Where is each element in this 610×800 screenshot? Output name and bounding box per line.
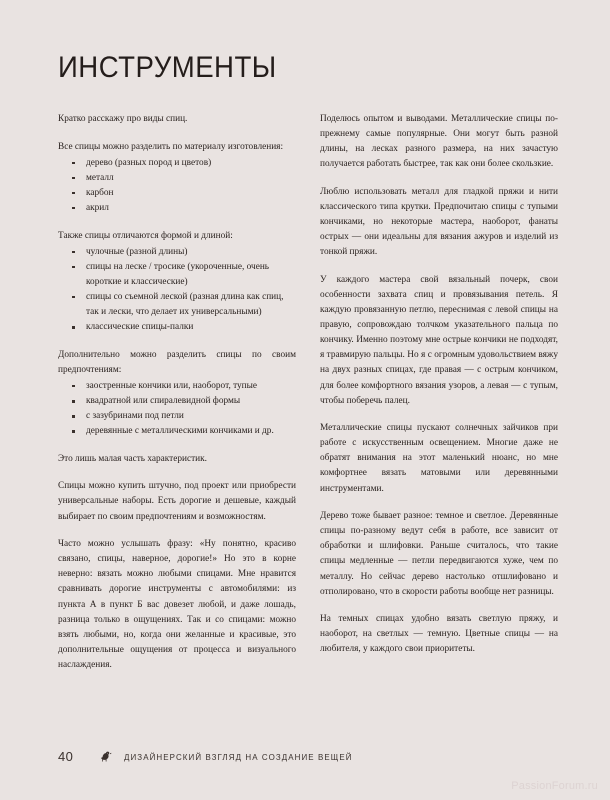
- list-item: дерево (разных пород и цветов): [58, 156, 296, 171]
- list-item: классические спицы-палки: [58, 320, 296, 335]
- list-item: чулочные (разной длины): [58, 245, 296, 260]
- paragraph-intro: Кратко расскажу про виды спиц.: [58, 114, 188, 124]
- list-item: металл: [58, 171, 296, 186]
- paragraph-metal-popular: Поделюсь опытом и выводами. Металлические спицы по-прежнему самые популярные. Они могут быть разной длины, на лесках разного размера, на них зачастую получается работать быстрее, так как они более скользкие.: [320, 114, 558, 170]
- list-shapes: [58, 245, 296, 336]
- right-column: [320, 112, 558, 702]
- page-footer: [58, 749, 365, 764]
- paragraph-metal-use: Люблю использовать металл для гладкой пряжи и нити классического типа крутки. Предпочитаю спицы с тупыми кончиками, но некоторые мастера, наоборот, фанаты острых — они идеальны для вязания ажуров и изделий из тонкой пряжи.: [320, 186, 558, 258]
- list-item: карбон: [58, 186, 296, 201]
- footer-book-title: ДИЗАЙНЕРСКИЙ ВЗГЛЯД НА СОЗДАНИЕ ВЕЩЕЙ: [124, 751, 353, 762]
- paragraph-lead-material: Все спицы можно разделить по материалу изготовления:: [58, 141, 284, 152]
- list-preferences: [58, 379, 296, 439]
- paragraph-buy: Спицы можно купить штучно, под проект или приобрести универсальные наборы. Есть дорогие и дешевые, каждый выбирает по своим предпочтениям и возможностям.: [58, 481, 296, 522]
- paragraph-wood: Дерево тоже бывает разное: темное и светлое. Деревянные спицы по-разному ведут себя в работе, все зависит от обработки и шлифовки. Раньше считалось, что такие спицы медленные — петли передвигаются хуже, чем по металлу. Но сейчас дерево настолько отшлифовано и отполировано, что в скорости работы вообще нет разницы.: [320, 511, 558, 597]
- list-item: заостренные кончики или, наоборот, тупые: [58, 379, 296, 394]
- paragraph-lead-shape: Также спицы отличаются формой и длиной:: [58, 230, 233, 241]
- paragraph-phrase: Часто можно услышать фразу: «Ну понятно, красиво связано, спицы, наверное, дорогие!» Но это в корне неверно: вязать можно любыми спицами. Мне нравится сравнивать дорогие инструменты с автомобилями: из пункта А в пункт Б вас довезет любой, и даже лошадь, разница только в ощущениях. Так и со спицами: можно взять любыми, но, когда они желанные и красивые, это дополнительные ощущения от процесса и визуального наслаждения.: [58, 539, 296, 670]
- list-item: квадратной или спиралевидной формы: [58, 394, 296, 409]
- list-item: спицы на леске / тросике (укороченные, очень короткие и классические): [58, 260, 296, 290]
- left-column: [58, 112, 296, 702]
- title-block: [58, 52, 558, 84]
- bird-icon: [94, 750, 116, 763]
- list-item: деревянные с металлическими кончиками и др.: [58, 424, 296, 439]
- paragraph-note: Это лишь малая часть характеристик.: [58, 453, 207, 464]
- list-materials: [58, 156, 296, 216]
- list-item: с зазубринами под петли: [58, 409, 296, 424]
- list-item: акрил: [58, 201, 296, 216]
- paragraph-style: У каждого мастера свой вязальный почерк, свои особенности захвата спиц и провязывания петель. Я каждую провязанную петлю, переснимая с левой спицы на правую, сопровождаю толчком указательного пальца по кончику. Именно поэтому мне острые кончики не подходят, я травмирую пальцы. Но я с огромным удовольствием вяжу на двух разных спицах, где правая — с острым кончиком, для более комфортного вязания узоров, а левая — с тупым, чтобы поберечь палец.: [320, 274, 558, 406]
- list-item: спицы со съемной леской (разная длина как спиц, так и лески, что делает их универсальными): [58, 290, 296, 320]
- page-title: ИНСТРУМЕНТЫ: [58, 51, 277, 84]
- paragraph-lead-preferences: Дополнительно можно разделить спицы по своим предпочтениям:: [58, 349, 296, 375]
- paragraph-contrast: На темных спицах удобно вязать светлую пряжу, и наоборот, на светлых — темную. Цветные спицы — на любителя, у каждого свои приоритеты.: [320, 614, 558, 655]
- paragraph-glare: Металлические спицы пускают солнечных зайчиков при работе с искусственным освещением. Многие даже не обратят внимания на этот маленький нюанс, но мне комфортнее вязать матовыми или деревянными инструментами.: [320, 423, 558, 494]
- article-columns: [58, 112, 558, 702]
- page-number: 40: [58, 749, 74, 764]
- watermark: PassionForum.ru: [511, 780, 598, 792]
